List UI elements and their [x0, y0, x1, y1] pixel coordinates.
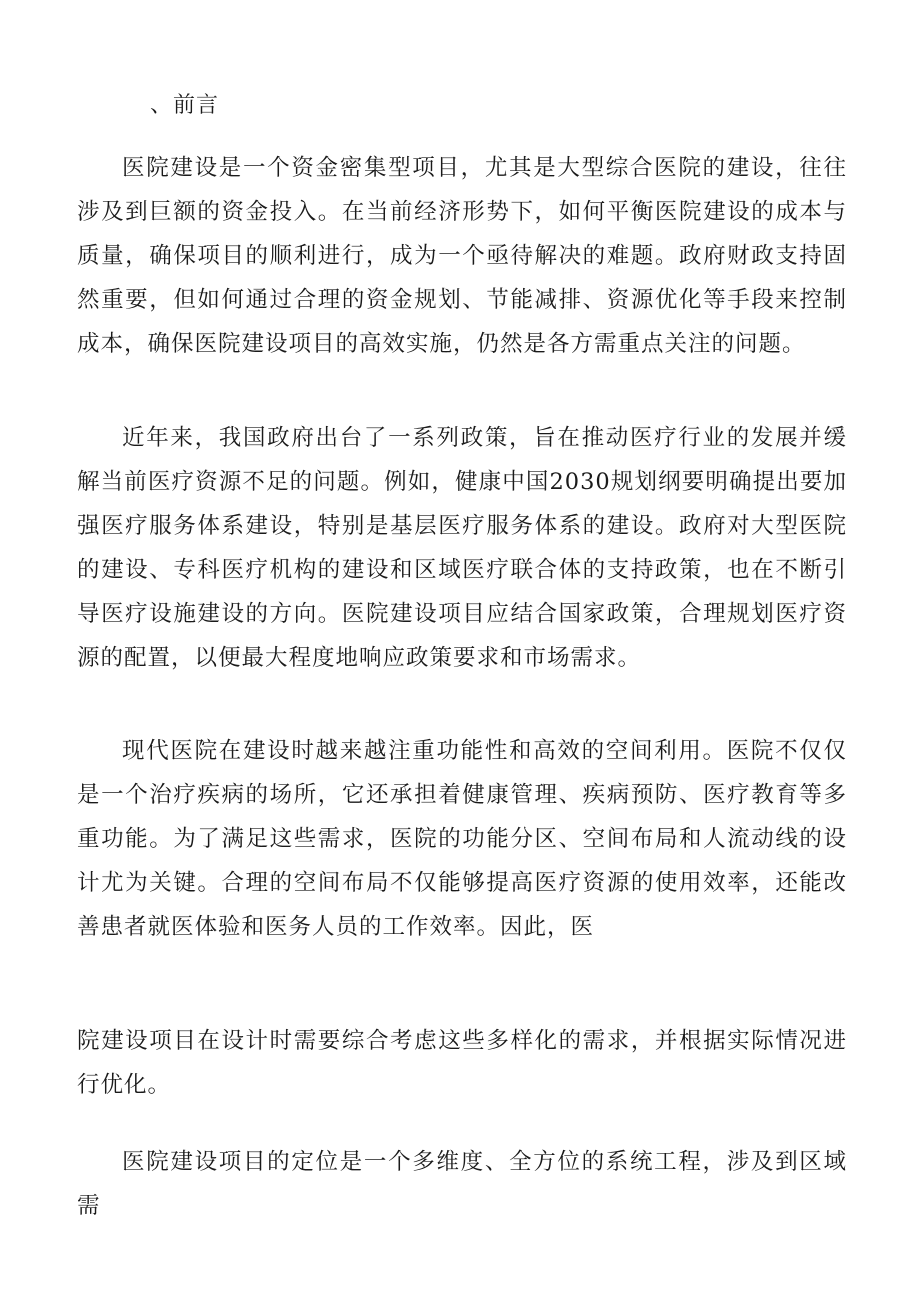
paragraph: 医院建设项目的定位是一个多维度、全方位的系统工程，涉及到区域需 — [77, 1149, 847, 1219]
section-heading: 、前言 — [150, 93, 220, 118]
paragraph: 医院建设是一个资金密集型项目，尤其是大型综合医院的建设，往往涉及到巨额的资金投入。在当前经济形势下，如何平衡医院建设的成本与质量，确保项目的顺利进行，成为一个亟待解决的难题。政府财政支持固然重要，但如何通过合理的资金规划、节能减排、资源优化等手段来控制成本，确保医院建设项目的高效实施，仍然是各方需重点关注的问题。 — [77, 155, 847, 357]
paragraph: 现代医院在建设时越来越注重功能性和高效的空间利用。医院不仅仅是一个治疗疾病的场所，它还承担着健康管理、疾病预防、医疗教育等多重功能。为了满足这些需求，医院的功能分区、空间布局和人流动线的设计尤为关键。合理的空间布局不仅能够提高医疗资源的使用效率，还能改善患者就医体验和医务人员的工作效率。因此，医 — [77, 738, 847, 940]
paragraph: 近年来，我国政府出台了一系列政策，旨在推动医疗行业的发展并缓解当前医疗资源不足的问题。例如，健康中国2030规划纲要明确提出要加强医疗服务体系建设，特别是基层医疗服务体系的建设。政府对大型医院的建设、专科医疗机构的建设和区域医疗联合体的支持政策，也在不断引导医疗设施建设的方向。医院建设项目应结合国家政策，合理规划医疗资源的配置，以便最大程度地响应政策要求和市场需求。 — [77, 425, 847, 671]
paragraph: 院建设项目在设计时需要综合考虑这些多样化的需求，并根据实际情况进行优化。 — [77, 1028, 847, 1098]
